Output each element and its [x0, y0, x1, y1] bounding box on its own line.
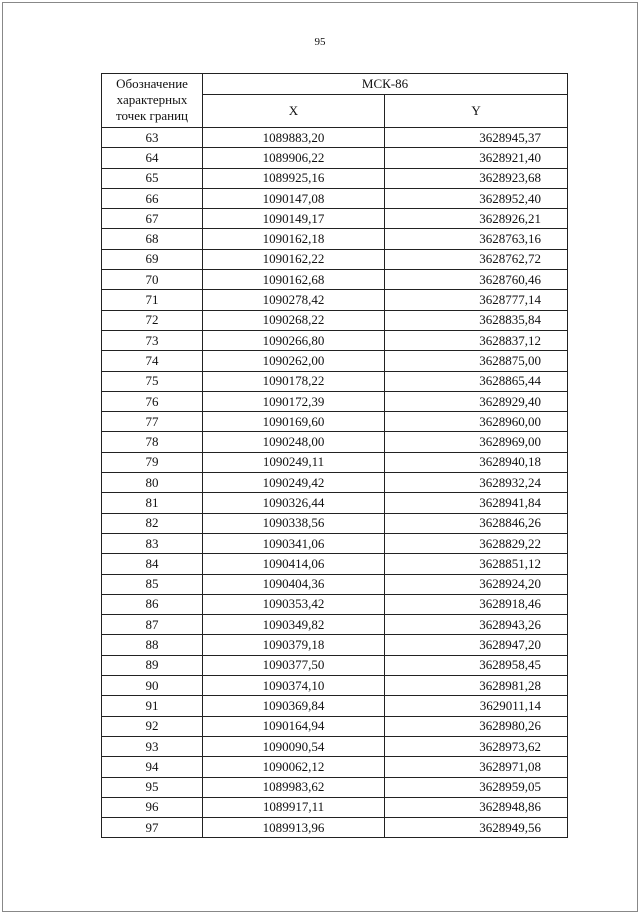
point-number-cell: 75: [102, 371, 203, 391]
table-row: [102, 412, 568, 432]
table-row: [102, 168, 568, 188]
point-number-cell: 86: [102, 594, 203, 614]
point-number-cell: 95: [102, 777, 203, 797]
point-number-cell: 85: [102, 574, 203, 594]
y-coordinate-cell: 3628923,68: [385, 168, 568, 188]
point-number-cell: 84: [102, 554, 203, 574]
table-row: [102, 676, 568, 696]
x-coordinate-cell: 1090374,10: [203, 676, 385, 696]
y-coordinate-cell: 3628921,40: [385, 148, 568, 168]
table-row: [102, 696, 568, 716]
x-coordinate-cell: 1090164,94: [203, 716, 385, 736]
y-coordinate-cell: 3628837,12: [385, 330, 568, 350]
x-coordinate-cell: 1090414,06: [203, 554, 385, 574]
y-coordinate-cell: 3628941,84: [385, 493, 568, 513]
y-coordinate-cell: 3628777,14: [385, 290, 568, 310]
point-number-cell: 68: [102, 229, 203, 249]
point-number-cell: 87: [102, 615, 203, 635]
table-row: [102, 818, 568, 838]
point-number-cell: 73: [102, 330, 203, 350]
table-row: [102, 797, 568, 817]
header-x: X: [203, 95, 385, 128]
y-coordinate-cell: 3628924,20: [385, 574, 568, 594]
point-number-cell: 94: [102, 757, 203, 777]
y-coordinate-cell: 3628947,20: [385, 635, 568, 655]
x-coordinate-cell: 1090249,42: [203, 473, 385, 493]
x-coordinate-cell: 1090338,56: [203, 513, 385, 533]
x-coordinate-cell: 1090379,18: [203, 635, 385, 655]
point-number-cell: 92: [102, 716, 203, 736]
x-coordinate-cell: 1090369,84: [203, 696, 385, 716]
table-row: [102, 432, 568, 452]
y-coordinate-cell: 3628969,00: [385, 432, 568, 452]
table-row: [102, 249, 568, 269]
y-coordinate-cell: 3628949,56: [385, 818, 568, 838]
x-coordinate-cell: 1090353,42: [203, 594, 385, 614]
table-row: [102, 391, 568, 411]
y-coordinate-cell: 3629011,14: [385, 696, 568, 716]
table-row: [102, 473, 568, 493]
x-coordinate-cell: 1090349,82: [203, 615, 385, 635]
table-row: [102, 351, 568, 371]
y-coordinate-cell: 3628835,84: [385, 310, 568, 330]
point-number-cell: 89: [102, 655, 203, 675]
x-coordinate-cell: 1090249,11: [203, 452, 385, 472]
point-number-cell: 67: [102, 209, 203, 229]
y-coordinate-cell: 3628948,86: [385, 797, 568, 817]
x-coordinate-cell: 1089906,22: [203, 148, 385, 168]
table-row: [102, 148, 568, 168]
y-coordinate-cell: 3628875,00: [385, 351, 568, 371]
x-coordinate-cell: 1090377,50: [203, 655, 385, 675]
page-number: 95: [314, 36, 326, 48]
point-number-cell: 93: [102, 736, 203, 756]
x-coordinate-cell: 1090266,80: [203, 330, 385, 350]
header-coordinate-system: МСК-86: [203, 74, 568, 95]
table-row: [102, 371, 568, 391]
point-number-cell: 66: [102, 188, 203, 208]
table-row: [102, 615, 568, 635]
x-coordinate-cell: 1090268,22: [203, 310, 385, 330]
point-number-cell: 71: [102, 290, 203, 310]
y-coordinate-cell: 3628940,18: [385, 452, 568, 472]
x-coordinate-cell: 1090147,08: [203, 188, 385, 208]
x-coordinate-cell: 1090278,42: [203, 290, 385, 310]
y-coordinate-cell: 3628943,26: [385, 615, 568, 635]
x-coordinate-cell: 1090162,68: [203, 270, 385, 290]
x-coordinate-cell: 1090162,18: [203, 229, 385, 249]
table-row: [102, 635, 568, 655]
x-coordinate-cell: 1090248,00: [203, 432, 385, 452]
y-coordinate-cell: 3628929,40: [385, 391, 568, 411]
y-coordinate-cell: 3628973,62: [385, 736, 568, 756]
x-coordinate-cell: 1089925,16: [203, 168, 385, 188]
x-coordinate-cell: 1090090,54: [203, 736, 385, 756]
table-row: [102, 270, 568, 290]
point-number-cell: 63: [102, 128, 203, 148]
y-coordinate-cell: 3628945,37: [385, 128, 568, 148]
x-coordinate-cell: 1089913,96: [203, 818, 385, 838]
y-coordinate-cell: 3628829,22: [385, 533, 568, 553]
x-coordinate-cell: 1090326,44: [203, 493, 385, 513]
y-coordinate-cell: 3628960,00: [385, 412, 568, 432]
point-number-cell: 77: [102, 412, 203, 432]
x-coordinate-cell: 1090169,60: [203, 412, 385, 432]
table-row: [102, 574, 568, 594]
table-row: [102, 757, 568, 777]
point-number-cell: 79: [102, 452, 203, 472]
point-number-cell: 72: [102, 310, 203, 330]
y-coordinate-cell: 3628762,72: [385, 249, 568, 269]
table-row: [102, 493, 568, 513]
point-number-cell: 76: [102, 391, 203, 411]
x-coordinate-cell: 1090178,22: [203, 371, 385, 391]
table-row: [102, 554, 568, 574]
y-coordinate-cell: 3628865,44: [385, 371, 568, 391]
x-coordinate-cell: 1089917,11: [203, 797, 385, 817]
y-coordinate-cell: 3628851,12: [385, 554, 568, 574]
point-number-cell: 83: [102, 533, 203, 553]
table-row: [102, 716, 568, 736]
y-coordinate-cell: 3628760,46: [385, 270, 568, 290]
point-number-cell: 88: [102, 635, 203, 655]
point-number-cell: 70: [102, 270, 203, 290]
y-coordinate-cell: 3628980,26: [385, 716, 568, 736]
point-number-cell: 90: [102, 676, 203, 696]
table-row: [102, 128, 568, 148]
x-coordinate-cell: 1090162,22: [203, 249, 385, 269]
table-row: [102, 655, 568, 675]
y-coordinate-cell: 3628918,46: [385, 594, 568, 614]
point-number-cell: 65: [102, 168, 203, 188]
table-row: [102, 330, 568, 350]
header-point-designation: Обозначение характерных точек границ: [102, 74, 203, 128]
x-coordinate-cell: 1090149,17: [203, 209, 385, 229]
table-row: [102, 290, 568, 310]
point-number-cell: 69: [102, 249, 203, 269]
y-coordinate-cell: 3628763,16: [385, 229, 568, 249]
point-number-cell: 80: [102, 473, 203, 493]
point-number-cell: 97: [102, 818, 203, 838]
y-coordinate-cell: 3628926,21: [385, 209, 568, 229]
point-number-cell: 82: [102, 513, 203, 533]
x-coordinate-cell: 1089883,20: [203, 128, 385, 148]
x-coordinate-cell: 1090062,12: [203, 757, 385, 777]
table-row: [102, 513, 568, 533]
y-coordinate-cell: 3628952,40: [385, 188, 568, 208]
point-number-cell: 96: [102, 797, 203, 817]
x-coordinate-cell: 1090172,39: [203, 391, 385, 411]
table-row: [102, 310, 568, 330]
table-row: [102, 594, 568, 614]
y-coordinate-cell: 3628932,24: [385, 473, 568, 493]
x-coordinate-cell: 1089983,62: [203, 777, 385, 797]
table-row: [102, 229, 568, 249]
header-y: Y: [385, 95, 568, 128]
table-row: [102, 188, 568, 208]
point-number-cell: 64: [102, 148, 203, 168]
table-row: [102, 777, 568, 797]
y-coordinate-cell: 3628981,28: [385, 676, 568, 696]
point-number-cell: 81: [102, 493, 203, 513]
table-row: [102, 736, 568, 756]
table-row: [102, 209, 568, 229]
y-coordinate-cell: 3628959,05: [385, 777, 568, 797]
table-row: [102, 533, 568, 553]
point-number-cell: 78: [102, 432, 203, 452]
x-coordinate-cell: 1090404,36: [203, 574, 385, 594]
table-row: [102, 452, 568, 472]
point-number-cell: 74: [102, 351, 203, 371]
y-coordinate-cell: 3628971,08: [385, 757, 568, 777]
point-number-cell: 91: [102, 696, 203, 716]
x-coordinate-cell: 1090262,00: [203, 351, 385, 371]
boundary-points-table: [101, 73, 568, 838]
y-coordinate-cell: 3628846,26: [385, 513, 568, 533]
table-body: [102, 128, 568, 838]
x-coordinate-cell: 1090341,06: [203, 533, 385, 553]
y-coordinate-cell: 3628958,45: [385, 655, 568, 675]
